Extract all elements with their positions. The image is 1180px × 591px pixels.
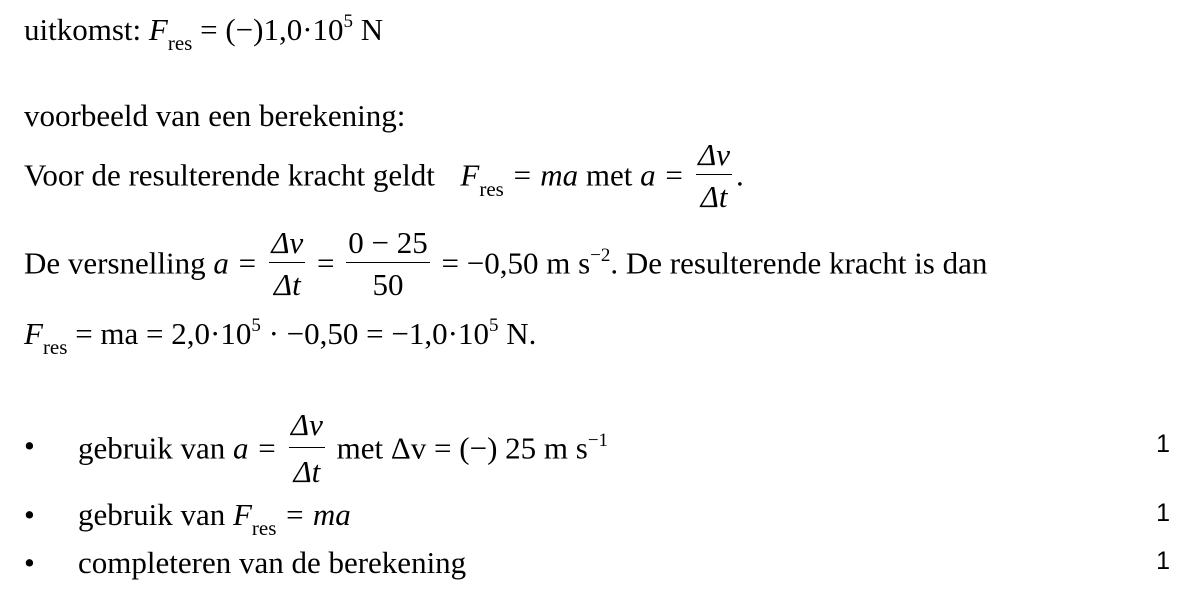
criterion-2-sub: res: [251, 516, 277, 540]
criterion-2-ma: = ma: [284, 497, 351, 532]
criterion-1-a: a =: [232, 430, 278, 466]
fraction-denominator: Δt: [273, 267, 301, 302]
bullet-icon: •: [24, 497, 35, 532]
line2-fraction-1: [269, 227, 305, 300]
example-heading-text: voorbeeld van een berekening:: [24, 98, 406, 133]
line1-period: .: [736, 157, 744, 193]
line2-result: = −0,50 m s: [441, 245, 591, 281]
criterion-2-text: [78, 497, 351, 540]
score-point: 1: [1156, 430, 1170, 458]
line3-unit: N.: [506, 316, 537, 351]
score-point: 1: [1156, 547, 1170, 575]
line3-sub: res: [42, 335, 68, 359]
bullet-icon: •: [24, 428, 35, 463]
fraction-numerator: Δv: [696, 139, 732, 175]
force-symbol: F: [148, 12, 168, 47]
line2-text: De versnelling: [24, 245, 206, 281]
fraction-denominator: 50: [372, 267, 404, 302]
calc-line-3: [24, 315, 537, 359]
line3-exp1: 5: [251, 315, 261, 336]
criterion-1-exp: −1: [587, 429, 609, 451]
line1-met: met: [585, 157, 633, 193]
criterion-1-met: met: [336, 430, 384, 466]
line1-fraction: [696, 139, 732, 212]
line2-rest: . De resulterende kracht is dan: [610, 245, 988, 281]
outcome-unit: N: [360, 12, 384, 47]
line2-fraction-2: [346, 227, 429, 300]
score-point: 1: [1156, 499, 1170, 527]
fraction-numerator: Δv: [269, 227, 305, 263]
criterion-2-force: F: [232, 497, 252, 532]
criterion-2-pre: gebruik van: [78, 497, 226, 532]
res-subscript: res: [167, 31, 193, 55]
line1-text: Voor de resulterende kracht geldt: [24, 157, 435, 193]
line3-force: F: [24, 316, 43, 351]
outcome-label: uitkomst:: [24, 12, 142, 47]
fraction-numerator: Δv: [289, 407, 325, 448]
outcome-value: (−)1,0·10: [225, 12, 344, 47]
line3-expr2: · −0,50 = −1,0·10: [268, 316, 489, 351]
line1-sub: res: [479, 176, 504, 201]
fraction-denominator: Δt: [700, 179, 728, 214]
outcome-line: [24, 11, 384, 55]
line1-a: a =: [640, 157, 685, 193]
criterion-1-pre: gebruik van: [78, 430, 226, 466]
line3-exp2: 5: [488, 315, 499, 336]
fraction-denominator: Δt: [293, 454, 321, 489]
criterion-3-text: completeren van de berekening: [78, 545, 467, 580]
calc-line-1: [24, 137, 744, 215]
outcome-exponent: 5: [343, 11, 354, 32]
equals-sign: =: [200, 12, 218, 47]
bullet-icon: •: [24, 545, 35, 580]
calc-line-2: [24, 225, 988, 303]
line1-ma: = ma: [511, 157, 579, 193]
line2-exponent: −2: [590, 244, 611, 266]
line2-a: a =: [213, 245, 258, 281]
example-heading: [24, 100, 405, 131]
line2-eq: =: [317, 245, 335, 281]
criterion-1-dv: Δv = (−) 25 m s: [390, 430, 588, 466]
line1-force: F: [460, 157, 480, 193]
fraction-numerator: 0 − 25: [346, 227, 429, 263]
criterion-1-text: [78, 407, 609, 493]
line3-expr1: = ma = 2,0·10: [75, 316, 252, 351]
criterion-1-fraction: [289, 407, 325, 490]
